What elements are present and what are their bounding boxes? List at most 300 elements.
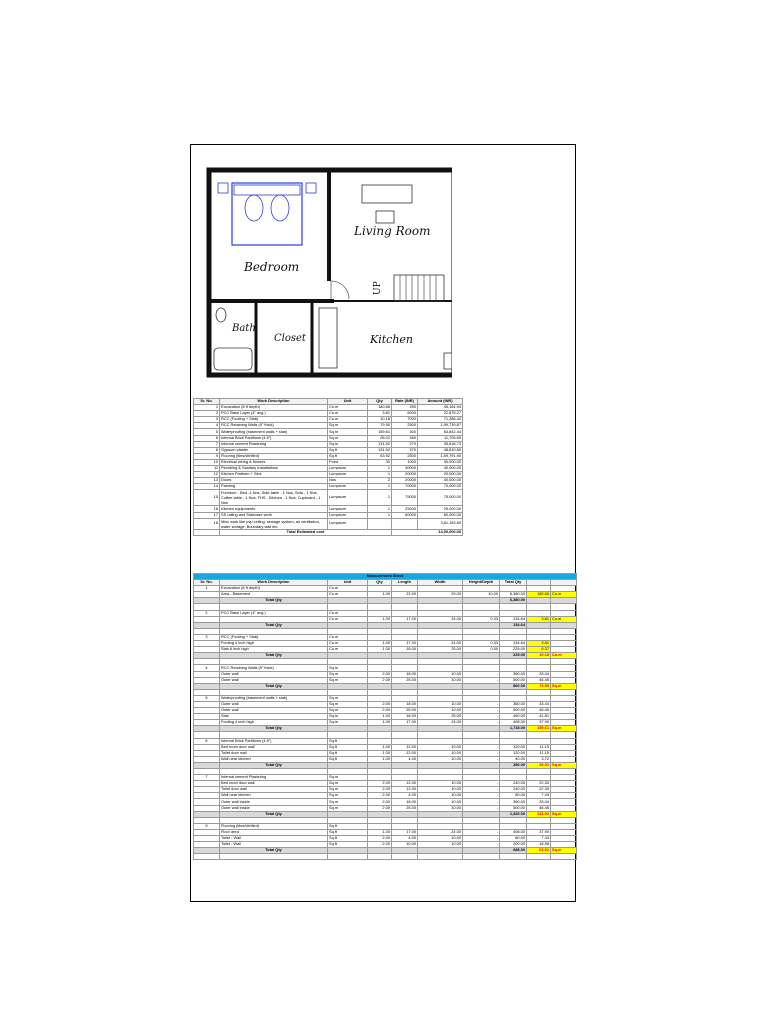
description-cell: Slab [220,714,328,720]
total-qty-value: 134.64 [500,622,527,628]
height-cell: - [463,787,500,793]
unit-cell: Sq.m [328,720,368,726]
width-cell: 29.00 [418,592,463,598]
qty-cell: 63.92 [368,453,392,459]
qty-cell: 1.00 [368,647,392,653]
work-description-cell: Painting [220,484,328,490]
length-cell: 18.00 [392,671,418,677]
qty-cell: 79.90 [368,423,392,429]
sr-no-cell: 5 [194,695,220,701]
amount-cell: 40,000.00 [418,466,463,472]
total-estimated-label: Total Estimated cost [220,529,392,535]
description-cell: Outer wall inside [220,799,328,805]
rate-cell: 2500 [392,453,418,459]
total-qty-value: 688.00 [500,848,527,854]
document-page [190,144,576,902]
converted-qty-cell: 37.90 [527,720,551,726]
converted-unit-cell: Cu.m [551,592,577,598]
sum-value: 159.61 [527,726,551,732]
unit-cell: Sq.ft [328,453,368,459]
length-cell: 10.00 [392,842,418,848]
total-qty-cell: 450.00 [500,714,527,720]
total-qty-cell: 120.00 [500,744,527,750]
unit-cell: Sq.ft [328,842,368,848]
description-cell: Toilet door wall [220,787,328,793]
amount-cell: 75,000.00 [418,490,463,506]
unit-cell: Cu.m [328,647,368,653]
estimate-row [194,518,463,529]
length-cell: 17.00 [392,829,418,835]
sum-unit: Cu.m [551,653,577,659]
work-description-cell: RCC (Footing + Slab) [220,417,328,423]
sr-no-cell: 4 [194,665,220,671]
qty-cell: 1.00 [368,714,392,720]
qty-cell: 1 [368,466,392,472]
total-qty-value: 1,718.00 [500,726,527,732]
qty-cell: 131.92 [368,441,392,447]
rate-cell: 7000 [392,417,418,423]
description-cell: Outer wall [220,671,328,677]
column-header: Qty [368,580,392,586]
work-description-cell: RCC Retaining Walls (9" thick) [220,423,328,429]
total-qty-label: Total Qty [220,848,328,854]
amount-cell: 22,875.27 [418,411,463,417]
qty-cell: 131.92 [368,447,392,453]
sr-no-cell: 17 [194,512,220,518]
unit-cell: Sq.m [328,435,368,441]
description-cell: Toilet - Wall [220,842,328,848]
converted-qty-cell: 3.81 [527,616,551,622]
qty-cell: 2.00 [368,793,392,799]
unit-cell: Lumpsum [328,484,368,490]
unit-cell: Sq.m [328,787,368,793]
width-cell: 25.00 [418,647,463,653]
unit-cell: Lumpsum [328,512,368,518]
item-title-cell: Excavation (8 ft depth) [220,586,328,592]
total-qty-cell: 500.00 [500,708,527,714]
width-cell: 10.00 [418,787,463,793]
length-cell: 18.00 [392,714,418,720]
qty-cell: 2.00 [368,799,392,805]
rate-cell: 400 [392,429,418,435]
qty-cell: 1.00 [368,756,392,762]
unit-cell: Sq.ft [328,750,368,756]
width-cell: 24.00 [418,616,463,622]
work-description-cell: Excavation (8 ft depth) [220,405,328,411]
converted-unit-cell: Cu.m [551,616,577,622]
converted-qty-cell: 18.58 [527,842,551,848]
unit-cell: Lumpsum [328,518,368,529]
table-cell [500,854,527,860]
unit-cell: Sq.m [328,805,368,811]
room-label-living: Living Room [354,224,431,238]
description-cell: Footing 4 inch high [220,641,328,647]
sum-value: 10.18 [527,653,551,659]
unit-cell: Cu.m [328,411,368,417]
description-cell: Toilet - Wall [220,836,328,842]
qty-cell: 1 [368,512,392,518]
sr-no-cell: 14 [194,484,220,490]
column-header: Amount (INR) [418,399,463,405]
column-header: Unit [328,580,368,586]
unit-cell: Sq.m [328,677,368,683]
room-label-closet: Closet [274,333,306,344]
qty-cell: 180.66 [368,405,392,411]
length-cell: 4.00 [392,756,418,762]
amount-cell: 20,000.00 [418,472,463,478]
width-cell: 24.00 [418,720,463,726]
height-cell: 0.50 [463,647,500,653]
rate-cell [392,518,418,529]
sr-no-cell: 9 [194,453,220,459]
unit-cell: Sq.m [328,714,368,720]
total-qty-cell: 408.00 [500,720,527,726]
total-qty-value: 860.00 [500,683,527,689]
qty-cell: 1 [368,472,392,478]
rate-cell: 1000 [392,459,418,465]
work-description-cell: Flooring (tiles/vitrified) [220,453,328,459]
width-cell: 24.00 [418,641,463,647]
unit-cell: Cu.m [328,592,368,598]
unit-cell: Cu.m [328,405,368,411]
unit-cell: Sq.m [328,781,368,787]
qty-cell: 2 [368,478,392,484]
rate-cell: 250 [392,405,418,411]
spacer-row [194,854,577,860]
description-cell: Footing 4 inch high [220,720,328,726]
converted-qty-cell: 33.44 [527,671,551,677]
total-qty-cell: 80.00 [500,793,527,799]
height-cell: - [463,750,500,756]
measurement-row [194,744,577,750]
qty-cell [368,518,392,529]
unit-cell: Sq.m [328,429,368,435]
total-qty-cell: 80.00 [500,836,527,842]
length-cell: 18.00 [392,799,418,805]
converted-qty-cell: 46.45 [527,708,551,714]
room-label-bath: Bath [232,323,256,334]
sum-value: 131.92 [527,811,551,817]
work-description-cell: Plumbing & Sanitary Installations [220,466,328,472]
sr-no-cell: 6 [194,435,220,441]
unit-cell: Sq.m [328,775,368,781]
description-cell: Slab 6 inch high [220,647,328,653]
total-qty-cell: 40.00 [500,756,527,762]
description-cell: Outer wall [220,677,328,683]
qty-cell: 1.00 [368,641,392,647]
measurement-sheet-table [193,573,577,860]
total-qty-cell: 360.00 [500,701,527,707]
length-cell: 22.00 [392,592,418,598]
column-header: Sr. No. [194,399,220,405]
unit-cell: Sq.ft [328,829,368,835]
length-cell: 17.00 [392,720,418,726]
unit-cell: Sq.ft [328,836,368,842]
total-qty-label: Total Qty [220,811,328,817]
table-cell [463,854,500,860]
total-qty-cell: 120.00 [500,750,527,756]
total-qty-cell: 134.64 [500,616,527,622]
unit-cell: Nos [328,478,368,484]
total-qty-cell: 240.00 [500,787,527,793]
item-title-cell: RCC (Footing + Slab) [220,634,328,640]
total-qty-label: Total Qty [220,726,328,732]
total-qty-label: Total Qty [220,762,328,768]
description-cell: Outer wall [220,708,328,714]
table-cell [368,854,392,860]
work-description-cell: SS railing and Staircase work [220,512,328,518]
floor-plan-drawing [204,163,452,383]
unit-cell: Cu.m [328,641,368,647]
unit-cell: Cu.m [328,634,368,640]
description-cell: Outer wall inside [220,805,328,811]
height-cell: - [463,720,500,726]
converted-qty-cell: 7.43 [527,793,551,799]
amount-cell: 70,000.00 [418,484,463,490]
converted-qty-cell: 22.30 [527,781,551,787]
converted-qty-cell: 11.15 [527,744,551,750]
amount-cell: 60,000.00 [418,512,463,518]
rate-cell: 70000 [392,484,418,490]
sr-no-cell: 3 [194,634,220,640]
length-cell: 4.00 [392,793,418,799]
description-cell: Floor area [220,829,328,835]
table-cell [328,854,368,860]
length-cell: 4.00 [392,836,418,842]
unit-cell: Lumpsum [328,490,368,506]
width-cell: 10.00 [418,799,463,805]
amount-cell: 11,705.69 [418,435,463,441]
total-qty-cell: 360.00 [500,799,527,805]
rate-cell: 450 [392,435,418,441]
converted-qty-cell: 22.30 [527,787,551,793]
column-header: Height/Depth [463,580,500,586]
total-qty-cell: 500.00 [500,805,527,811]
estimate-row [194,490,463,506]
converted-qty-cell: 41.81 [527,714,551,720]
length-cell: 17.00 [392,616,418,622]
total-qty-label: Total Qty [220,622,328,628]
sum-value: 26.01 [527,762,551,768]
sr-no-cell: 13 [194,478,220,484]
sr-no-cell: 11 [194,466,220,472]
table-cell [527,854,551,860]
qty-cell: 2.00 [368,677,392,683]
amount-cell: 45,164.94 [418,405,463,411]
height-cell: - [463,836,500,842]
estimate-table [193,398,463,536]
work-description-cell: Internal Brick Partitions (4.5") [220,435,328,441]
rate-cell: 370 [392,447,418,453]
amount-cell: 1,59,791.90 [418,453,463,459]
table-cell [418,854,463,860]
amount-cell: 30,000.00 [418,459,463,465]
amount-cell: 63,842.44 [418,429,463,435]
unit-cell: Sq.m [328,665,368,671]
converted-qty-cell: 33.44 [527,799,551,805]
work-description-cell: Kitchen equipments [220,506,328,512]
width-cell: 10.00 [418,671,463,677]
total-qty-cell: 200.00 [500,842,527,848]
description-cell: Area - Basement [220,592,328,598]
height-cell: - [463,829,500,835]
column-header: Total Qty [500,580,527,586]
measurement-row [194,781,577,787]
length-cell: 25.00 [392,708,418,714]
rate-cell: 2500 [392,423,418,429]
converted-qty-cell: 33.44 [527,701,551,707]
description-cell: Outer wall [220,701,328,707]
sum-unit: Sq.m [551,683,577,689]
sr-no-cell: 16 [194,506,220,512]
qty-cell: 1.00 [368,720,392,726]
description-cell: Bed room door wall [220,744,328,750]
width-cell: 24.00 [418,829,463,835]
qty-cell: 2.00 [368,671,392,677]
total-qty-cell: 408.00 [500,829,527,835]
rate-cell: 270 [392,441,418,447]
description-cell: Toilet door wall [220,750,328,756]
qty-cell: 1.00 [368,744,392,750]
item-title-cell: Internal Brick Partitions (4.5") [220,738,328,744]
converted-qty-cell: 46.45 [527,677,551,683]
height-cell: - [463,701,500,707]
work-description-cell: PCC Base Layer (4" avg.) [220,411,328,417]
sum-unit: Sq.m [551,726,577,732]
item-title-cell: RCC Retaining Walls (9" thick) [220,665,328,671]
qty-cell: 2.00 [368,787,392,793]
rate-cell: 25000 [392,506,418,512]
height-cell: 10.00 [463,592,500,598]
length-cell: 25.00 [392,805,418,811]
sum-unit: Sq.m [551,762,577,768]
unit-cell: Sq.m [328,695,368,701]
qty-cell: 1 [368,490,392,506]
width-cell: 10.00 [418,750,463,756]
room-label-kitchen: Kitchen [370,333,413,346]
width-cell: 25.00 [418,714,463,720]
description-cell: Wall near kitchen [220,793,328,799]
sr-no-cell: 12 [194,472,220,478]
length-cell: 12.00 [392,781,418,787]
height-cell: 0.33 [463,616,500,622]
measurement-row [194,720,577,726]
unit-cell: Cu.m [328,586,368,592]
rate-cell: 60000 [392,512,418,518]
height-cell: - [463,708,500,714]
qty-cell: 159.61 [368,429,392,435]
sum-value: 79.90 [527,683,551,689]
unit-cell: Sq.m [328,701,368,707]
total-qty-cell: 360.00 [500,671,527,677]
column-header: Sr. No. [194,580,220,586]
height-cell: - [463,677,500,683]
work-description-cell: Doors [220,478,328,484]
sum-unit: Sq.m [551,811,577,817]
total-qty-value: 225.00 [500,653,527,659]
qty-cell: 2.00 [368,708,392,714]
unit-cell: Sq.m [328,441,368,447]
length-cell: 18.00 [392,647,418,653]
amount-cell: 3,81,163.89 [418,518,463,529]
amount-cell: 71,286.42 [418,417,463,423]
qty-cell: 2.00 [368,836,392,842]
column-header: Width [418,580,463,586]
room-label-bedroom: Bedroom [244,260,300,274]
sr-no-cell: 2 [194,411,220,417]
length-cell: 25.00 [392,677,418,683]
work-description-cell: Electrical wiring & fixtures [220,459,328,465]
measurement-row [194,641,577,647]
length-cell: 12.00 [392,787,418,793]
length-cell: 17.00 [392,641,418,647]
length-cell: 18.00 [392,701,418,707]
qty-cell: 2.00 [368,701,392,707]
qty-cell: 1.00 [368,829,392,835]
unit-cell: Cu.m [328,610,368,616]
table-cell [220,854,328,860]
total-qty-label: Total Qty [220,653,328,659]
item-title-cell: PCC Base Layer (4" avg.) [220,610,328,616]
item-title-cell: Internal cement Plastering [220,775,328,781]
description-cell: Bed room door wall [220,781,328,787]
total-qty-label: Total Qty [220,683,328,689]
height-cell: - [463,805,500,811]
width-cell: 10.00 [418,756,463,762]
column-header: Work Description [220,580,328,586]
sr-no-cell: 2 [194,610,220,616]
sr-no-cell: 4 [194,423,220,429]
unit-cell: Lumpsum [328,472,368,478]
unit-cell: Sq.m [328,793,368,799]
column-header: Rate (INR) [392,399,418,405]
unit-cell: Sq.ft [328,823,368,829]
width-cell: 10.00 [418,805,463,811]
height-cell: 0.33 [463,641,500,647]
column-header: Work Description [220,399,328,405]
column-header: Unit [328,399,368,405]
width-cell: 10.00 [418,793,463,799]
unit-cell: Sq.m [328,708,368,714]
rate-cell: 40000 [392,466,418,472]
unit-cell: Lumpsum [328,506,368,512]
rate-cell: 20000 [392,472,418,478]
total-qty-cell: 6,380.00 [500,592,527,598]
total-qty-cell: 134.64 [500,641,527,647]
qty-cell: 30 [368,459,392,465]
width-cell: 10.00 [418,842,463,848]
table-cell [551,854,577,860]
table-cell [194,854,220,860]
qty-cell: 26.01 [368,435,392,441]
stair-up-label: UP [373,281,383,295]
length-cell: 12.00 [392,750,418,756]
description-cell: Wall near kitchen [220,756,328,762]
estimate-total-row [194,529,463,535]
height-cell: - [463,842,500,848]
table-cell [194,529,220,535]
work-description-cell: Internal cement Plastering [220,441,328,447]
qty-cell: 1.00 [368,616,392,622]
work-description-cell: Waterproofing (basement walls + slab) [220,429,328,435]
qty-cell: 1 [368,484,392,490]
amount-cell: 40,000.00 [418,478,463,484]
unit-cell: Point [328,459,368,465]
table-cell [392,854,418,860]
width-cell: 10.00 [418,744,463,750]
amount-cell: 1,99,739.87 [418,423,463,429]
sr-no-cell: 1 [194,405,220,411]
